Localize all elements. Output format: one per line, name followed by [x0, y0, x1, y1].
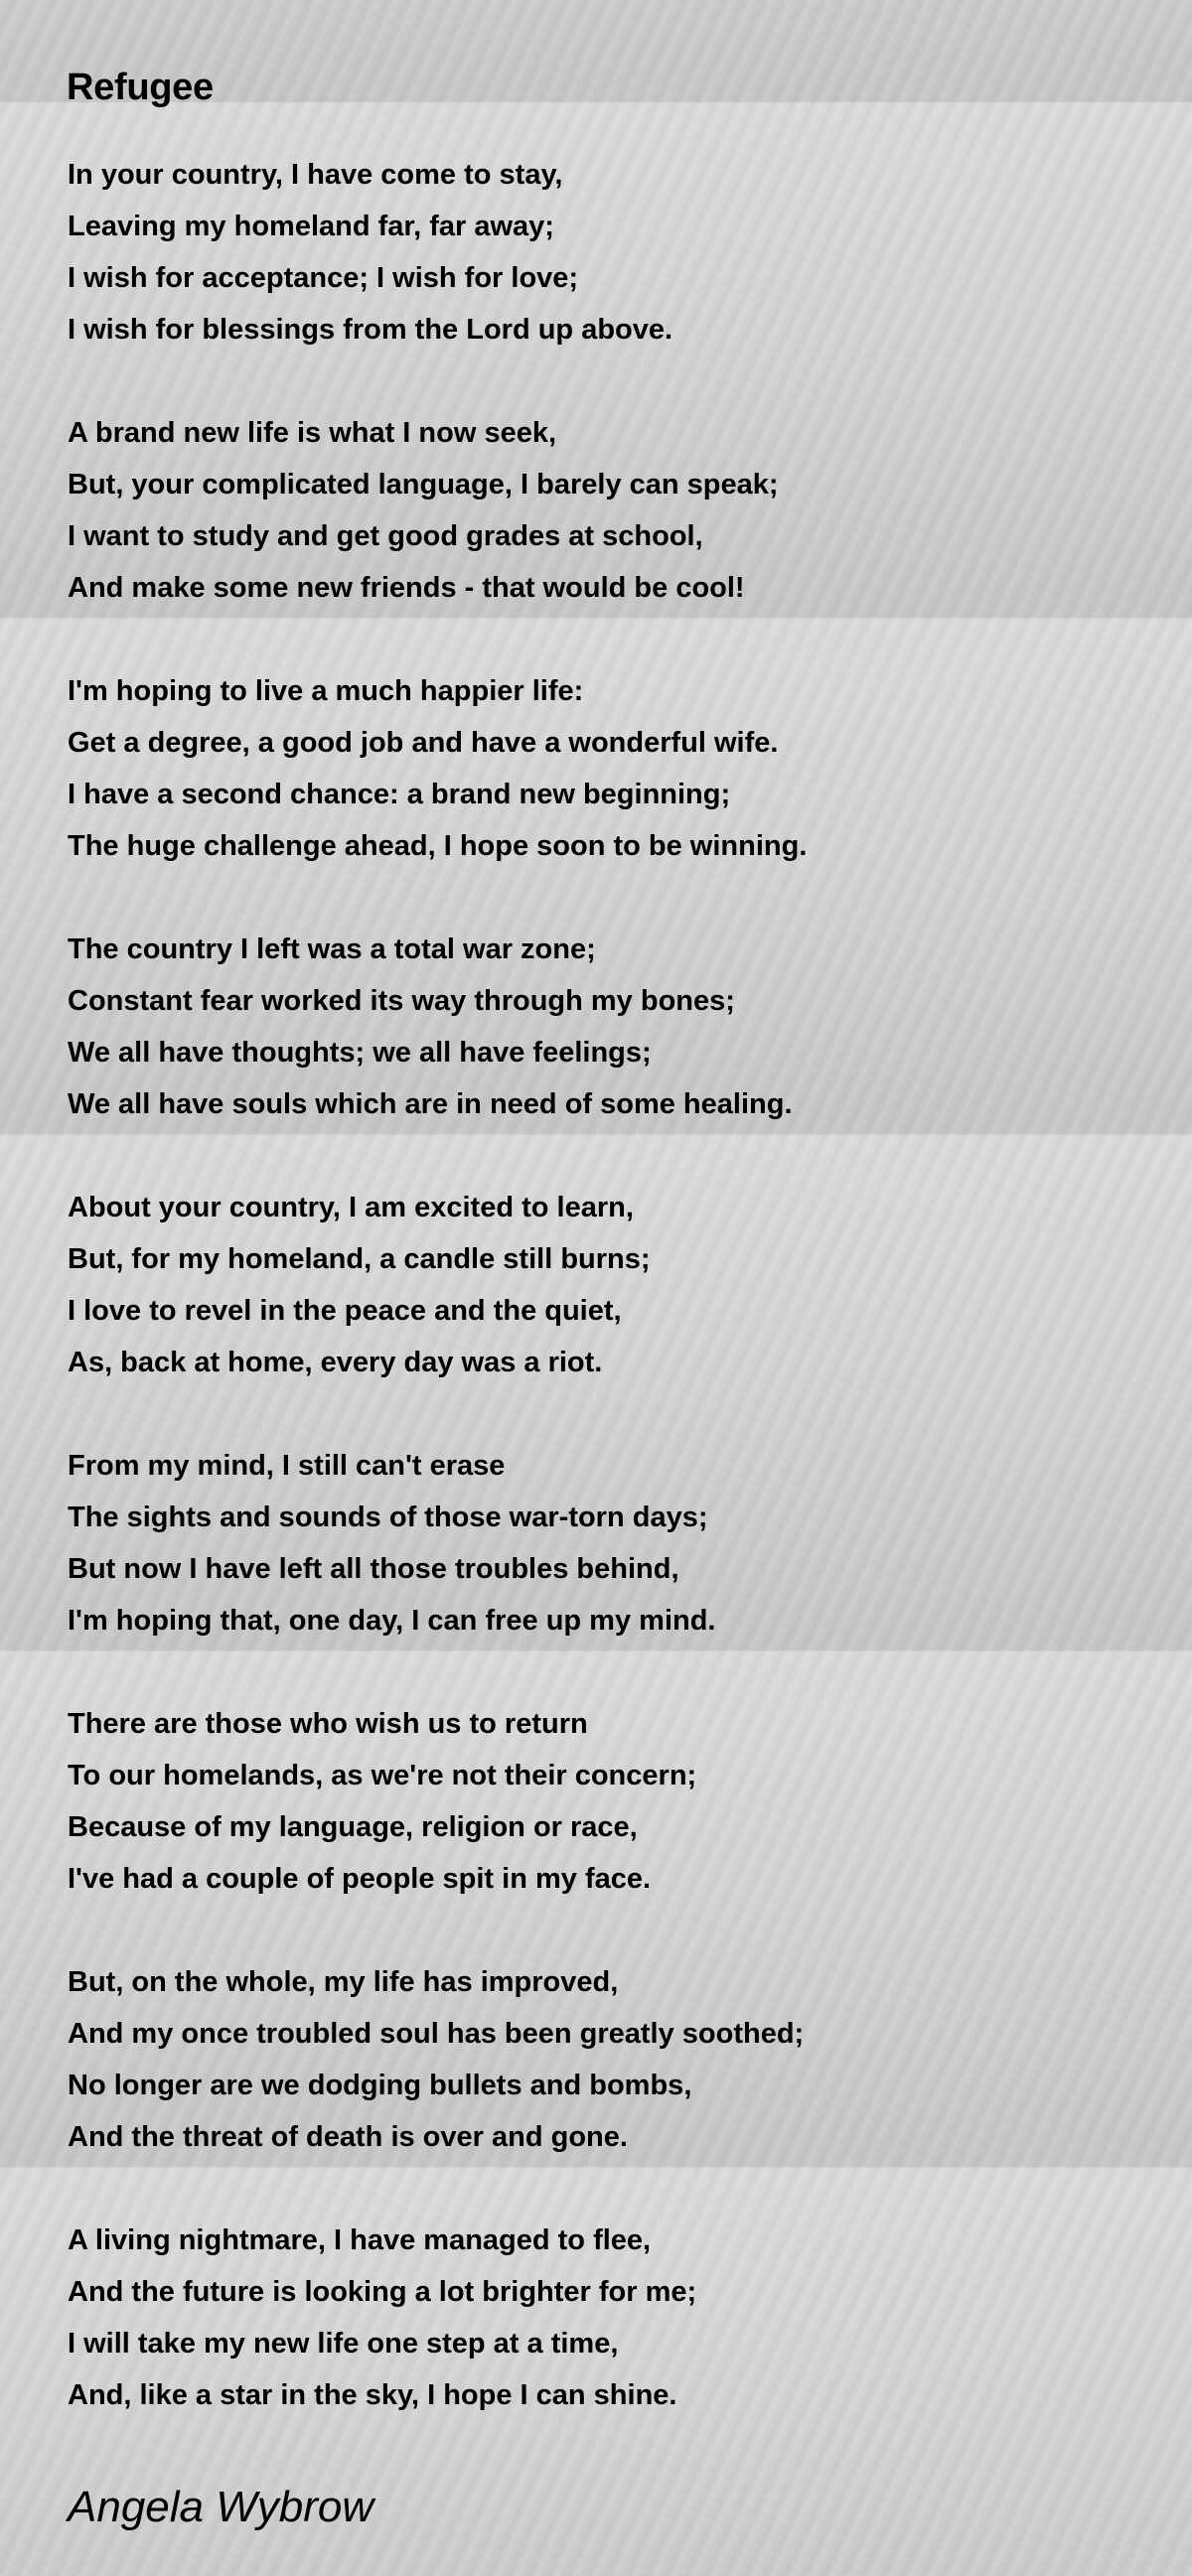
- poem-line: There are those who wish us to return: [68, 1708, 588, 1740]
- poem-line: In your country, I have come to stay,: [68, 159, 563, 191]
- stanza-7: [68, 1698, 1160, 1905]
- poem-line: And the threat of death is over and gone.: [68, 2121, 628, 2153]
- poem-line: We all have souls which are in need of some healing.: [68, 1088, 793, 1120]
- poem-line: I will take my new life one step at a time,: [68, 2328, 619, 2360]
- poem-line: About your country, I am excited to learn,: [68, 1192, 634, 1223]
- poem-line: A living nightmare, I have managed to flee,: [68, 2224, 652, 2256]
- poem-line: I wish for blessings from the Lord up above.: [68, 314, 673, 346]
- stanza-3: [68, 665, 1160, 872]
- poem-line: But, your complicated language, I barely can speak;: [68, 469, 779, 501]
- poem-line: And my once troubled soul has been greatly soothed;: [68, 2018, 805, 2050]
- poem-line: But now I have left all those troubles behind,: [68, 1553, 679, 1585]
- poem-line: A brand new life is what I now seek,: [68, 417, 557, 449]
- poem-line: Leaving my homeland far, far away;: [68, 211, 554, 242]
- poem-line: I'm hoping that, one day, I can free up my mind.: [68, 1605, 716, 1637]
- stanza-6: [68, 1440, 1160, 1646]
- poem-line: And make some new friends - that would be cool!: [68, 572, 745, 604]
- poem-line: The sights and sounds of those war-torn days;: [68, 1502, 708, 1533]
- poem-line: We all have thoughts; we all have feelings;: [68, 1037, 652, 1069]
- stanza-4: [68, 924, 1160, 1130]
- stanza-2: [68, 407, 1160, 614]
- stanza-8: [68, 1956, 1160, 2163]
- poem-body: [68, 149, 1160, 2473]
- poem-author: Angela Wybrow: [68, 2483, 374, 2531]
- poem-line: The country I left was a total war zone;: [68, 933, 596, 965]
- poem-line: I want to study and get good grades at school,: [68, 520, 703, 552]
- poem-line: From my mind, I still can't erase: [68, 1450, 506, 1482]
- poem-line: Get a degree, a good job and have a wonderful wife.: [68, 727, 779, 759]
- poem-line: And, like a star in the sky, I hope I can shine.: [68, 2379, 677, 2411]
- poem-line: I've had a couple of people spit in my face.: [68, 1863, 652, 1895]
- poem-line: I'm hoping to live a much happier life:: [68, 675, 584, 707]
- poem-line: I love to revel in the peace and the quiet,: [68, 1295, 622, 1327]
- poem-line: But, on the whole, my life has improved,: [68, 1966, 619, 1998]
- poem-line: Constant fear worked its way through my bones;: [68, 985, 735, 1017]
- poem-line: I wish for acceptance; I wish for love;: [68, 262, 579, 294]
- poem-line: I have a second chance: a brand new beginning;: [68, 779, 731, 810]
- poem-line: The huge challenge ahead, I hope soon to be winning.: [68, 830, 808, 862]
- poem-line: No longer are we dodging bullets and bombs,: [68, 2070, 692, 2101]
- poem-line: To our homelands, as we're not their concern;: [68, 1760, 697, 1791]
- poem-line: But, for my homeland, a candle still burns;: [68, 1243, 651, 1275]
- stanza-9: [68, 2215, 1160, 2421]
- stanza-5: [68, 1182, 1160, 1388]
- poem-title: Refugee: [67, 67, 214, 108]
- poem-line: And the future is looking a lot brighter for me;: [68, 2276, 697, 2308]
- stanza-1: [68, 149, 1160, 356]
- poem-line: Because of my language, religion or race,: [68, 1811, 638, 1843]
- poem-line: As, back at home, every day was a riot.: [68, 1347, 603, 1378]
